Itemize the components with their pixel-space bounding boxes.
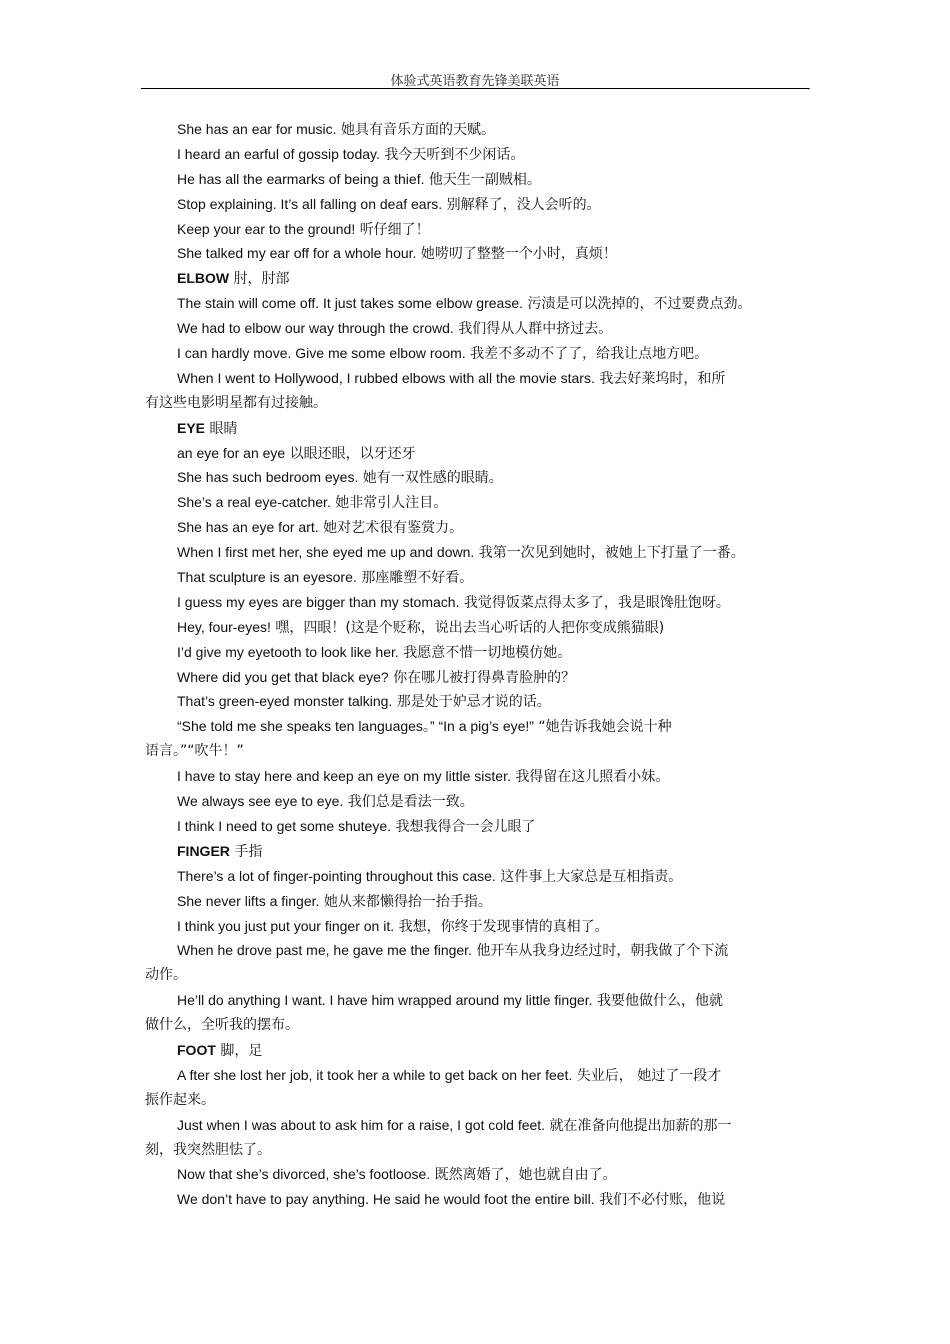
english-text: We always see eye to eye. — [177, 793, 344, 810]
page-header: 体验式英语教育先锋美联英语 — [390, 74, 560, 89]
english-text: Now that she’s divorced, she’s footloose. — [177, 1166, 431, 1183]
chinese-translation: 那是处于妒忌才说的话。 — [396, 694, 551, 711]
english-text: When I first met her, she eyed me up and down. — [177, 544, 475, 561]
phrase-line — [145, 1113, 813, 1138]
phrase-line — [145, 167, 813, 192]
english-text: She never lifts a finger. — [177, 892, 320, 909]
chinese-translation: 我差不多动不了了，给我让点地方吧。 — [470, 346, 709, 363]
phrase-line — [145, 615, 813, 640]
chinese-translation: 我们不必付账，他说 — [599, 1192, 726, 1209]
english-text: A fter she lost her job, it took her a while to get back on her feet. — [177, 1066, 573, 1083]
phrase-line — [145, 142, 813, 167]
chinese-translation: 振作起来。 — [145, 1091, 215, 1108]
chinese-translation: 我愿意不惜一切地模仿她。 — [403, 644, 572, 661]
english-text: Keep your ear to the ground! — [177, 220, 356, 237]
phrase-line — [145, 814, 813, 839]
english-text: She has an ear for music. — [177, 121, 337, 137]
chinese-translation: 我去好莱坞时，和所 — [599, 370, 726, 387]
phrase-line — [145, 640, 813, 665]
header-mark: , — [808, 82, 811, 91]
chinese-translation: 他天生一副贼相。 — [428, 171, 541, 188]
chinese-translation: 她唠叨了整整一个小时，真烦！ — [420, 246, 617, 263]
section-heading — [145, 266, 813, 291]
chinese-translation: 那座雕塑不好看。 — [361, 570, 474, 587]
phrase-line — [145, 1162, 813, 1187]
chinese-translation: 我觉得饭菜点得太多了，我是眼馋肚饱呀。 — [463, 594, 730, 611]
phrase-line — [145, 938, 813, 963]
chinese-translation: 我今天听到不少闲话。 — [384, 146, 525, 163]
chinese-translation: 她非常引人注目。 — [335, 495, 448, 512]
english-text: The stain will come off. It just takes some elbow grease. — [177, 295, 524, 312]
chinese-translation: 就在准备向他提出加薪的那一 — [549, 1117, 732, 1134]
chinese-translation: 她对艺术很有鉴赏力。 — [323, 520, 464, 537]
english-text: “She told me she speaks ten languages。” “In a pig’s eye!” — [177, 718, 534, 735]
phrase-line — [145, 316, 813, 341]
chinese-translation: 她有一双性感的眼睛。 — [362, 470, 503, 487]
phrase-line — [145, 1138, 813, 1163]
english-text: I think you just put your finger on it. — [177, 917, 395, 934]
chinese-translation: 听仔细了！ — [359, 221, 430, 238]
phrase-line — [145, 540, 813, 565]
english-text: an eye for an eye — [177, 444, 286, 461]
phrase-line — [145, 689, 813, 714]
phrase-line — [145, 714, 813, 739]
phrase-line — [145, 441, 813, 466]
phrase-line — [145, 1063, 813, 1088]
english-text: Just when I was about to ask him for a raise, I got cold feet. — [177, 1116, 546, 1133]
chinese-translation: 做什么，全听我的摆布。 — [145, 1017, 299, 1034]
phrase-line — [145, 192, 813, 217]
section-heading — [145, 1038, 813, 1063]
chinese-translation: 我们得从人群中挤过去。 — [458, 321, 613, 338]
section-heading — [145, 416, 813, 441]
english-text: I heard an earful of gossip today. — [177, 145, 380, 162]
english-text: I’d give my eyetooth to look like her. — [177, 643, 399, 660]
english-text: She has an eye for art. — [177, 519, 319, 536]
phrase-line — [145, 291, 813, 316]
phrase-line — [145, 117, 813, 142]
chinese-translation: 有这些电影明星都有过接触。 — [145, 394, 327, 411]
english-text: We don’t have to pay anything. He said he would foot the entire bill. — [177, 1191, 595, 1208]
phrase-line — [145, 889, 813, 914]
chinese-translation: 手指 — [234, 843, 263, 860]
english-text: I have to stay here and keep an eye on my little sister. — [177, 768, 511, 785]
chinese-translation: 脚，足 — [220, 1042, 263, 1059]
chinese-translation: 我想我得合一会儿眼了 — [395, 818, 536, 835]
chinese-translation: 污渍是可以洗掉的，不过要费点劲。 — [527, 296, 752, 313]
chinese-translation: 动作。 — [145, 967, 187, 984]
chinese-translation: 他开车从我身边经过时，朝我做了个下流 — [476, 943, 729, 960]
heading-term: FOOT — [177, 1041, 216, 1058]
chinese-translation: 肘，肘部 — [233, 271, 290, 288]
chinese-translation: 她具有音乐方面的天赋。 — [340, 122, 495, 138]
heading-term: ELBOW — [177, 270, 230, 287]
chinese-translation: 我想，你终于发现事情的真相了。 — [398, 918, 609, 935]
chinese-translation: 我要他做什么，他就 — [597, 993, 724, 1010]
chinese-translation: 嘿，四眼！(这是个贬称，说出去当心听话的人把你变成熊猫眼) — [275, 619, 665, 636]
header-rule — [141, 88, 809, 89]
english-text: Hey, four-eyes! — [177, 618, 271, 635]
section-heading — [145, 839, 813, 864]
english-text: He has all the earmarks of being a thief. — [177, 170, 425, 187]
phrase-line — [145, 988, 813, 1013]
english-text: That sculpture is an eyesore. — [177, 569, 357, 586]
phrase-line — [145, 1187, 813, 1212]
chinese-translation: 别解释了，没人会听的。 — [446, 196, 601, 213]
chinese-translation: 刻，我突然胆怯了。 — [145, 1141, 271, 1158]
english-text: I guess my eyes are bigger than my stomach. — [177, 593, 460, 610]
phrase-line — [145, 490, 813, 515]
phrase-line — [145, 963, 813, 988]
english-text: When he drove past me, he gave me the finger. — [177, 942, 472, 959]
chinese-translation: 我得留在这儿照看小妹。 — [515, 769, 670, 786]
phrase-line — [145, 914, 813, 939]
english-text: There’s a lot of finger-pointing throughout this case. — [177, 867, 496, 884]
english-text: I can hardly move. Give me some elbow room. — [177, 345, 466, 362]
chinese-translation: “她告诉我她会说十种 — [538, 719, 672, 736]
english-text: Where did you get that black eye? — [177, 668, 389, 685]
phrase-line — [145, 241, 813, 266]
english-text: We had to elbow our way through the crowd. — [177, 320, 454, 337]
chinese-translation: 这件事上大家总是互相指责。 — [500, 868, 683, 885]
phrase-line — [145, 515, 813, 540]
english-text: She talked my ear off for a whole hour. — [177, 245, 417, 262]
chinese-translation: 眼睛 — [209, 420, 238, 437]
heading-term: FINGER — [177, 842, 230, 859]
chinese-translation: 失业后， 她过了一段才 — [576, 1067, 722, 1084]
phrase-line — [145, 789, 813, 814]
phrase-line — [145, 739, 813, 764]
heading-term: EYE — [177, 419, 206, 436]
english-text: She’s a real eye-catcher. — [177, 494, 331, 511]
chinese-translation: 你在哪儿被打得鼻青脸肿的？ — [393, 669, 576, 686]
phrase-line — [145, 366, 813, 391]
english-text: Stop explaining. It’s all falling on deaf ears. — [177, 195, 443, 212]
chinese-translation: 她从来都懒得抬一抬手指。 — [323, 893, 492, 910]
english-text: I think I need to get some shuteye. — [177, 817, 392, 834]
english-text: When I went to Hollywood, I rubbed elbows with all the movie stars. — [177, 369, 595, 386]
phrase-line — [145, 1088, 813, 1113]
english-text: That’s green-eyed monster talking. — [177, 693, 393, 710]
phrase-line — [145, 465, 813, 490]
phrase-line — [145, 565, 813, 590]
english-text: She has such bedroom eyes. — [177, 469, 359, 486]
phrase-line — [145, 391, 813, 416]
chinese-translation: 既然离婚了，她也就自由了。 — [434, 1167, 617, 1184]
chinese-translation: 我第一次见到她时，被她上下打量了一番。 — [478, 545, 745, 562]
chinese-translation: 语言。”“吹牛！” — [145, 743, 244, 760]
phrase-line — [145, 217, 813, 242]
phrase-line — [145, 764, 813, 789]
phrase-line — [145, 590, 813, 615]
chinese-translation: 我们总是看法一致。 — [347, 794, 474, 811]
phrase-line — [145, 1013, 813, 1038]
phrase-line — [145, 864, 813, 889]
chinese-translation: 以眼还眼，以牙还牙 — [289, 445, 416, 462]
english-text: He’ll do anything I want. I have him wrapped around my little finger. — [177, 992, 593, 1009]
phrase-line — [145, 341, 813, 366]
phrase-line — [145, 665, 813, 690]
document-body — [145, 117, 813, 1212]
